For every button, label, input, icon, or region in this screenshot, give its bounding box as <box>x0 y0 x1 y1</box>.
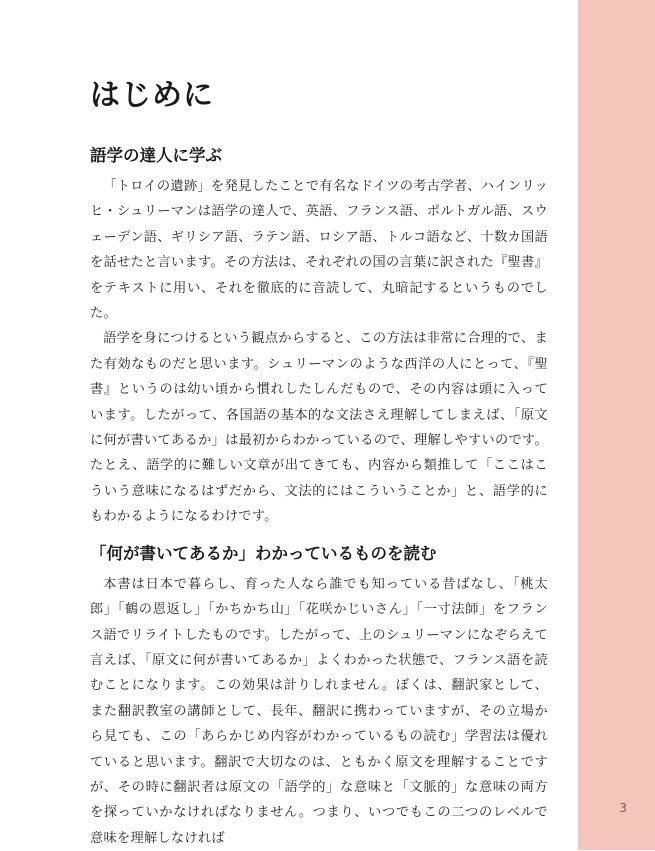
paragraph: 本書は日本で暮らし、育った人なら誰でも知っている昔ばなし、「桃太郎」「鶴の恩返し」「かちかち山」「花咲かじいさん」「一寸法師」をフランス語でリライトしたものです。したがって、上のシュリーマンになぞらえて言えば、「原文に何が書いてあるか」よくわかった状態で、フランス語を読むことになります。この効果は計りしれません。ぼくは、翻訳家として、また翻訳教室の講師として、長年、翻訳に携わっていますが、その立場から見ても、この「あらかじめ内容がわかっているもの読む」学習法は優れていると思います。翻訳で大切なのは、ともかく原文を理解することですが、その時に翻訳者は原文の「語学的」な意味と「文脈的」な意味の両方を探っていかなければなりません。つまり、いつでもこの二つのレベルで意味を理解しなければ <box>90 576 548 846</box>
paragraph: 語学を身につけるという観点からすると、この方法は非常に合理的で、また有効なものだと思います。シュリーマンのような西洋の人にとって、『聖書』というのは幼い頃から慣れしたしんだもので、その内容は頭に入っています。したがって、各国語の基本的な文法さえ理解してしまえば、「原文に何が書いてあるか」は最初からわかっているので、理解しやすいのです。たとえ、語学的に難しい文章が出てきても、内容から類推して「ここはこういう意味になるはずだから、文法的にはこういうことか」と、語学的にもわかるようになるわけです。 <box>90 331 548 525</box>
section-2 <box>90 542 548 851</box>
section-1 <box>90 144 548 530</box>
page-number: 3 <box>619 801 627 815</box>
section-heading: 「何が書いてあるか」わかっているものを読む <box>90 543 437 563</box>
chapter-title: はじめに <box>90 78 214 113</box>
page-content <box>90 76 548 851</box>
paragraph: 「トロイの遺跡」を発見したことで有名なドイツの考古学者、ハインリッヒ・シュリーマンは語学の達人で、英語、フランス語、ポルトガル語、スウェーデン語、ギリシア語、ラテン語、ロシア語、トルコ語など、十数カ国語を話せたと言います。その方法は、それぞれの国の言葉に訳された『聖書』をテキストに用い、それを徹底的に音読して、丸暗記するというものでした。 <box>90 179 548 322</box>
section-heading: 語学の達人に学ぶ <box>90 146 222 165</box>
side-color-band <box>578 0 655 850</box>
